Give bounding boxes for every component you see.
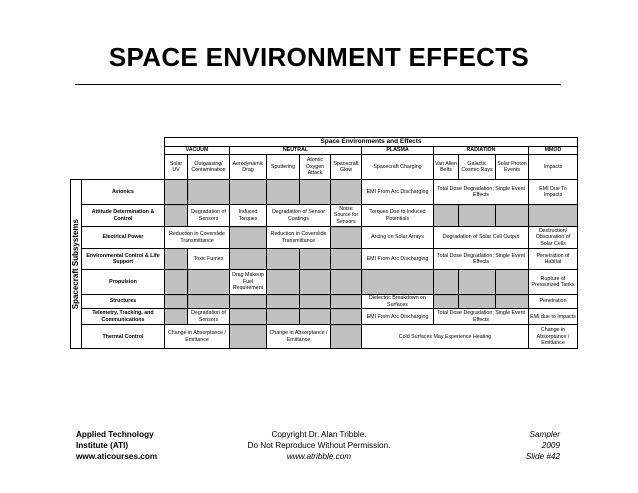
cell-propulsion-drag: Drag Makeup Fuel Requirement	[230, 270, 267, 295]
cell-thermal-vacuum: Change in Absorptance / Emittance	[165, 325, 230, 349]
cell-power-plasma: Arcing on Solar Arrays	[362, 227, 434, 249]
group-radiation: RADIATION	[434, 147, 529, 155]
footer-year: 2009	[541, 441, 560, 450]
col-outgassing: Outgassing/ Contamination	[188, 155, 230, 180]
row-thermal	[71, 325, 578, 349]
cell-power-vacuum: Reduction in Coverslide Transmittance	[165, 227, 230, 249]
row-label-power: Electrical Power	[82, 227, 165, 249]
cell-ecls-outgassing: Toxic Fumes	[188, 249, 230, 270]
group-plasma: PLASMA	[362, 147, 434, 155]
cell-thermal-mmod: Change in Absorptance / Emittance	[529, 325, 578, 349]
row-label-propulsion: Propulsion	[82, 270, 165, 295]
col-sputtering: Sputtering	[267, 155, 300, 180]
cell-thermal-neutral: Change in Absorptance / Emittance	[267, 325, 331, 349]
cell-avionics-radiation: Total Dose Degradation; Single Event Effects	[434, 180, 529, 205]
row-structures	[71, 295, 578, 309]
cell-propulsion-mmod: Rupture of Pressurized Tanks	[529, 270, 578, 295]
cell-ttc-plasma: EMI From Arc Discharging	[362, 309, 434, 325]
col-aerodynamic-drag: Aerodynamic Drag	[230, 155, 267, 180]
row-propulsion	[71, 270, 578, 295]
row-label-ecls: Environmental Control & Life Support	[82, 249, 165, 270]
row-label-thermal: Thermal Control	[82, 325, 165, 349]
cell-structures-mmod: Penetration	[529, 295, 578, 309]
cell-ttc-radiation: Total Dose Degradation; Single Event Effects	[434, 309, 529, 325]
footer-org-line2: Institute (ATI)	[76, 441, 129, 450]
cell-ttc-mmod: EMI due to Impacts	[529, 309, 578, 325]
row-power	[71, 227, 578, 249]
footer-org-line1: Applied Technology	[76, 430, 154, 439]
cell-avionics-mmod: EMI Due To Impacts	[529, 180, 578, 205]
footer-slide-number: Slide #42	[525, 452, 560, 461]
cell-attitude-drag: Induced Torques	[230, 205, 267, 227]
slide-title: SPACE ENVIRONMENT EFFECTS	[108, 42, 530, 72]
footer-notice: Do Not Reproduce Without Permission.	[247, 441, 391, 450]
cell-ecls-plasma: EMI From Arc Discharging	[362, 249, 434, 270]
row-ttc	[71, 309, 578, 325]
row-attitude	[71, 205, 578, 227]
row-label-structures: Structures	[82, 295, 165, 309]
cell-attitude-plasma: Torques Due to Induced Potentials	[362, 205, 434, 227]
cell-power-radiation: Degradation of Solar Cell Output	[434, 227, 529, 249]
col-van-allen: Van Allen Belts	[434, 155, 459, 180]
row-label-attitude: Attitude Determination & Control	[82, 205, 165, 227]
side-label: Spacecraft Subsystems	[71, 180, 82, 349]
footer-right	[526, 429, 560, 462]
group-vacuum: VACUUM	[165, 147, 230, 155]
cell-structures-plasma: Dielectric Breakdown on Surfaces	[362, 295, 434, 309]
col-solar-uv: Solar UV	[165, 155, 188, 180]
cell-thermal-plasma-radiation: Cold Surfaces May Experience Heating	[362, 325, 529, 349]
row-label-avionics: Avionics	[82, 180, 165, 205]
group-mmod: MMOD	[529, 147, 578, 155]
title-underline	[75, 84, 561, 85]
cell-ecls-mmod: Penetration of Habitat	[529, 249, 578, 270]
cell-power-mmod: Destruction/ Obscuration of Solar Cells	[529, 227, 578, 249]
super-header: Space Environments and Effects	[165, 138, 578, 147]
cell-avionics-plasma: EMI From Arc Discharging	[362, 180, 434, 205]
col-spacecraft-glow: Spacecraft Glow	[331, 155, 362, 180]
col-solar-proton: Solar Proton Events	[496, 155, 529, 180]
row-avionics	[71, 180, 578, 205]
cell-ecls-radiation: Total Dose Degradation; Single Event Effects	[434, 249, 529, 270]
cell-power-neutral: Reduction in Coverslide Transmittance	[267, 227, 331, 249]
cell-attitude-coatings: Degradation of Sensor Coatings	[267, 205, 331, 227]
cell-ttc-outgassing: Degradation of Sensors	[188, 309, 230, 325]
col-spacecraft-charging: Spacecraft Charging	[362, 155, 434, 180]
footer-copyright: Copyright Dr. Alan Tribble.	[271, 430, 367, 439]
row-label-ttc: Telemetry, Tracking, and Communications	[82, 309, 165, 325]
col-impacts: Impacts	[529, 155, 578, 180]
footer-sampler: Sampler	[529, 430, 560, 439]
footer-author-url: www.atribble.com	[286, 452, 352, 461]
col-atomic-oxygen: Atomic Oxygen Attack	[300, 155, 331, 180]
group-neutral: NEUTRAL	[230, 147, 362, 155]
effects-matrix	[70, 137, 578, 349]
row-ecls	[71, 249, 578, 270]
col-galactic-cosmic-rays: Galactic Cosmic Rays	[459, 155, 496, 180]
cell-attitude-glow: Noise Source for Sensors	[331, 205, 362, 227]
footer-org-url: www.aticourses.com	[76, 452, 158, 461]
cell-attitude-outgassing: Degradation of Sensors	[188, 205, 230, 227]
